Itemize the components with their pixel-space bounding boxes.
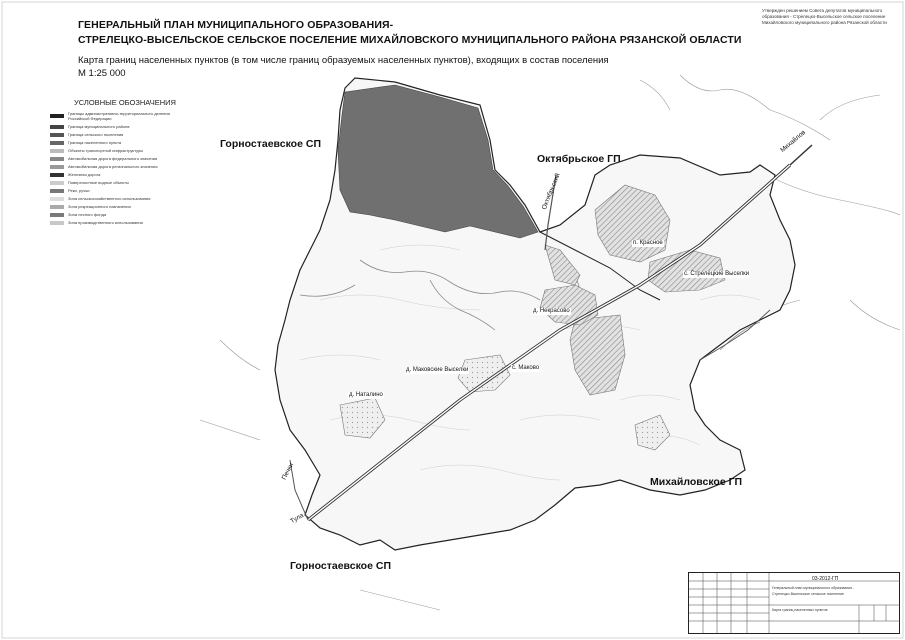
label-gornostaevskoe-top: Горностаевское СП — [220, 138, 321, 150]
legend-item — [50, 204, 182, 209]
legend-item — [50, 124, 182, 129]
legend-item-label: Автомобильная дорога федерального значения — [68, 156, 158, 161]
stamp-line-2: Стрелецко-Высельское сельское поселение — [772, 592, 844, 596]
legend-swatch — [50, 114, 64, 118]
legend-item-label: Зона сельскохозяйственного использования — [68, 196, 151, 201]
legend-item-label: Граница сельского поселения — [68, 132, 124, 137]
legend-item — [50, 111, 182, 121]
legend-item-label: Автомобильная дорога регионального значения — [68, 164, 158, 169]
legend-swatch — [50, 157, 64, 161]
legend-swatch — [50, 165, 64, 169]
legend-swatch — [50, 141, 64, 145]
label-oktyabrskoe: Октябрьское ГП — [537, 153, 621, 165]
legend-item — [50, 156, 182, 161]
legend-item-label: Зона производственного использования — [68, 220, 143, 225]
stamp-document-number: 03-2012-ГП — [812, 576, 839, 582]
legend-swatch — [50, 213, 64, 217]
legend-item-label: Зона рекреационного назначения — [68, 204, 131, 209]
legend-item — [50, 140, 182, 145]
road-label-tula: Тула — [289, 511, 305, 526]
legend-item — [50, 180, 182, 185]
approval-note: Утвержден решением Совета депутатов муниципального образования - Стрелецко-Высельское сельское поселение Михайловского муниципального района Рязанской области — [762, 8, 887, 25]
legend-item-label: Граница муниципального района — [68, 124, 130, 129]
legend-swatch — [50, 197, 64, 201]
legend-item — [50, 132, 182, 137]
label-makovskie-vyselki: д. Маковские Выселки — [406, 367, 469, 373]
legend-swatch — [50, 181, 64, 185]
legend-swatch — [50, 149, 64, 153]
road-label-oktyabrsky: Октябрьский — [540, 172, 562, 211]
legend-item — [50, 212, 182, 217]
label-gornostaevskoe-bottom: Горностаевское СП — [290, 560, 391, 572]
legend-item-label: Границы административно-территориального деления Российской Федерации — [68, 111, 170, 121]
legend-item — [50, 164, 182, 169]
legend-items — [50, 111, 182, 225]
label-krasnoe: п. Красное — [633, 240, 663, 246]
legend-title: УСЛОВНЫЕ ОБОЗНАЧЕНИЯ — [74, 98, 176, 107]
road-label-mikhailov: Михайлов — [779, 129, 808, 154]
legend-item-label: Зона лесного фонда — [68, 212, 107, 217]
label-mikhailovskoe: Михайловское ГП — [650, 476, 743, 488]
legend-item — [50, 148, 182, 153]
road-label-pechki: Печки — [280, 461, 296, 482]
legend-item — [50, 172, 182, 177]
legend-swatch — [50, 221, 64, 225]
label-streletskie-vyselki: с. Стрелецкие Выселки — [684, 271, 750, 277]
map-scale: М 1:25 000 — [78, 68, 126, 79]
legend-swatch — [50, 173, 64, 177]
legend-swatch — [50, 189, 64, 193]
legend-swatch — [50, 205, 64, 209]
legend-item-label: Объекты транспортной инфраструктуры — [68, 148, 144, 153]
legend-swatch — [50, 133, 64, 137]
label-natalino: д. Наталино — [349, 392, 383, 398]
label-makovo: с. Маково — [512, 365, 540, 371]
legend — [50, 100, 182, 228]
stamp-line-3: Карта границ населенных пунктов — [772, 608, 828, 612]
map-title-line2: СТРЕЛЕЦКО-ВЫСЕЛЬСКОЕ СЕЛЬСКОЕ ПОСЕЛЕНИЕ МИХАЙЛОВСКОГО МУНИЦИПАЛЬНОГО РАЙОНА РЯЗАНСКОЙ ОБЛАСТИ — [78, 34, 742, 46]
legend-item-label: Граница населенного пункта — [68, 140, 122, 145]
legend-item — [50, 196, 182, 201]
title-block-stamp — [688, 572, 900, 634]
label-nekrasovo: д. Некрасово — [533, 308, 570, 314]
legend-item-label: Поверхностные водные объекты — [68, 180, 129, 185]
map-subtitle: Карта границ населенных пунктов (в том числе границ образуемых населенных пунктов), входящих в состав поселения — [78, 55, 609, 66]
map-title-line1: ГЕНЕРАЛЬНЫЙ ПЛАН МУНИЦИПАЛЬНОГО ОБРАЗОВАНИЯ- — [78, 19, 394, 31]
legend-item-label: Реки, ручьи — [68, 188, 90, 193]
legend-item — [50, 220, 182, 225]
legend-item — [50, 188, 182, 193]
legend-swatch — [50, 125, 64, 129]
legend-item-label: Железная дорога — [68, 172, 101, 177]
stamp-line-1: Генеральный план муниципального образования - — [772, 586, 855, 590]
